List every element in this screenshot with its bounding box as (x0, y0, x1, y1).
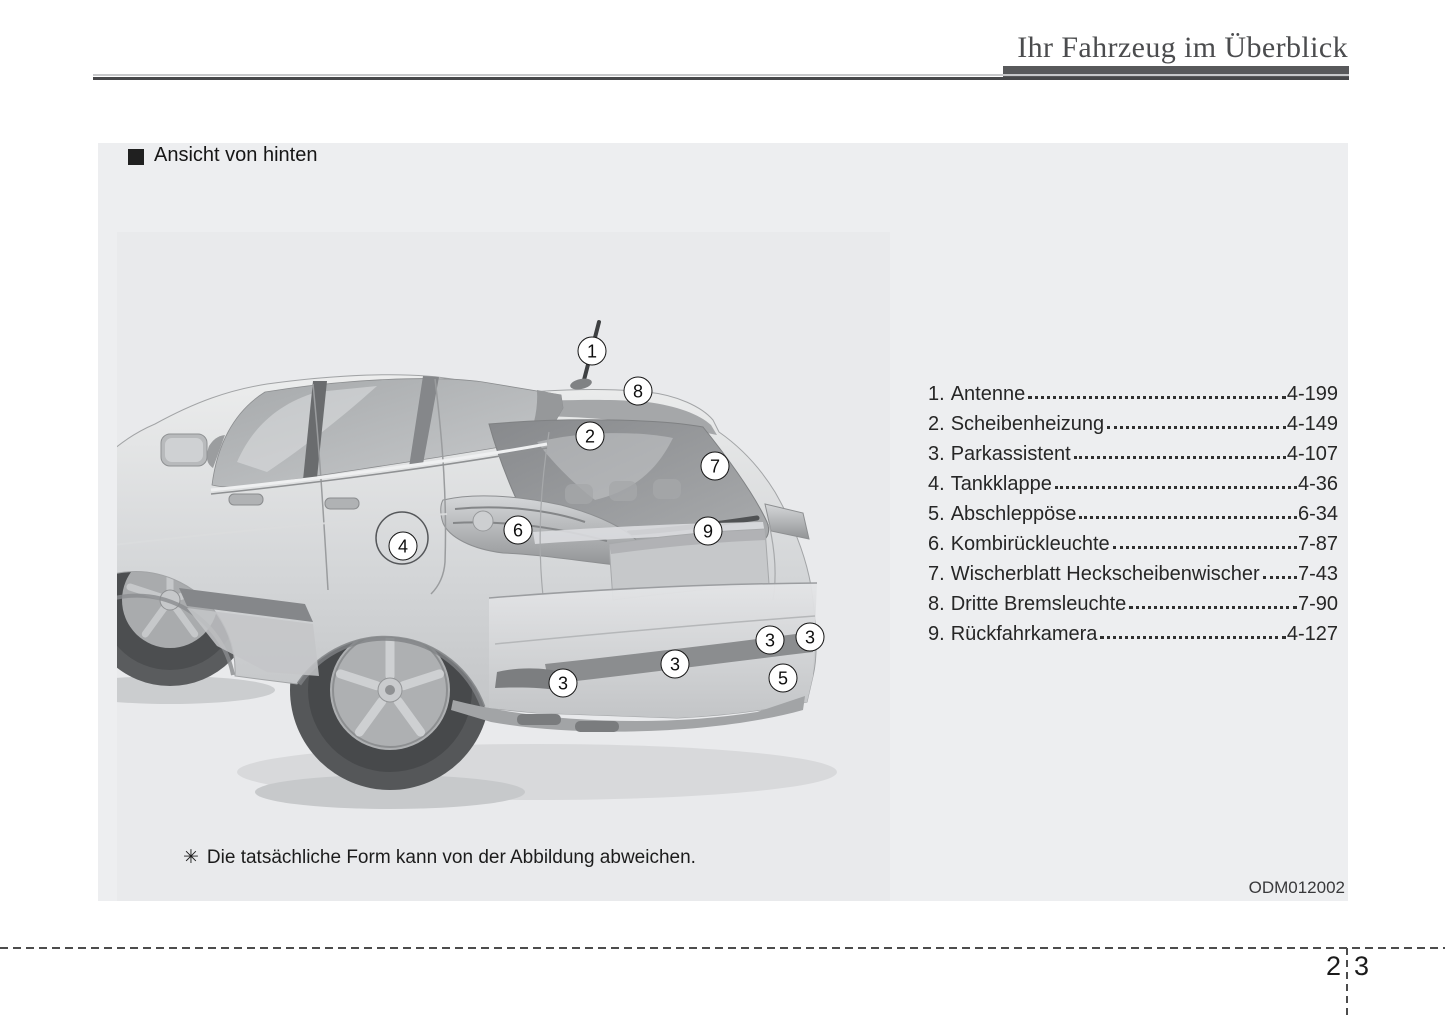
section-label-text: Ansicht von hinten (154, 144, 318, 166)
callout-3: 3 (549, 669, 578, 698)
parts-list-item (928, 437, 1338, 467)
parts-list-item-number: 2. (928, 413, 945, 435)
figure-note (183, 846, 696, 869)
callout-3: 3 (661, 650, 690, 679)
parts-list-item-number: 5. (928, 503, 945, 525)
dot-leader (1100, 636, 1285, 639)
parts-list-item-page-ref: 7-87 (1297, 533, 1338, 555)
dot-leader (1079, 516, 1297, 519)
parts-list-item (928, 407, 1338, 437)
parts-list-item (928, 467, 1338, 497)
parts-list-item-label: Wischerblatt Heckscheibenwischer (950, 563, 1260, 585)
parts-list-item (928, 617, 1338, 647)
callout-1: 1 (578, 337, 607, 366)
parts-list-item-page-ref: 4-107 (1286, 443, 1338, 465)
figure-image-code: ODM012002 (1248, 878, 1345, 897)
parts-list-item-number: 7. (928, 563, 945, 585)
callout-5: 5 (769, 664, 798, 693)
header-hairline (93, 74, 1349, 76)
dot-leader (1113, 546, 1297, 549)
parts-list-item-page-ref: 4-127 (1286, 623, 1338, 645)
parts-list-item (928, 587, 1338, 617)
parts-list-item-label: Tankklappe (950, 473, 1052, 495)
footer-chapter-number: 2 (1325, 951, 1341, 981)
parts-list-item-label: Antenne (950, 383, 1026, 405)
callout-8: 8 (624, 377, 653, 406)
vehicle-photo-area (117, 232, 890, 901)
dot-leader (1055, 486, 1297, 489)
parts-list-item-number: 4. (928, 473, 945, 495)
car-illustration (117, 232, 890, 901)
parts-list-item-label: Dritte Bremsleuchte (950, 593, 1127, 615)
dot-leader (1263, 576, 1297, 579)
parts-list-item (928, 377, 1338, 407)
parts-list-item-page-ref: 7-43 (1297, 563, 1338, 585)
parts-list (928, 377, 1338, 647)
figure-panel (98, 143, 1348, 901)
dot-leader (1074, 456, 1286, 459)
parts-list-item-page-ref: 6-34 (1297, 503, 1338, 525)
parts-list-item-number: 6. (928, 533, 945, 555)
figure-note-text: Die tatsächliche Form kann von der Abbildung abweichen. (206, 847, 696, 868)
parts-list-item-number: 8. (928, 593, 945, 615)
parts-list-item-label: Scheibenheizung (950, 413, 1105, 435)
parts-list-item (928, 497, 1338, 527)
parts-list-item-label: Kombirückleuchte (950, 533, 1110, 555)
parts-list-item-page-ref: 7-90 (1297, 593, 1338, 615)
parts-list-item-number: 1. (928, 383, 945, 405)
callout-7: 7 (701, 452, 730, 481)
parts-list-item-label: Parkassistent (950, 443, 1071, 465)
parts-list-item-label: Abschleppöse (950, 503, 1077, 525)
footer-page-number: 3 (1354, 951, 1370, 981)
callout-9: 9 (694, 517, 723, 546)
parts-list-item-label: Rückfahrkamera (950, 623, 1098, 645)
parts-list-item-page-ref: 4-149 (1286, 413, 1338, 435)
asterisk-note-icon: ✳ (183, 847, 199, 868)
section-label (128, 144, 317, 167)
dot-leader (1129, 606, 1297, 609)
page-header-title: Ihr Fahrzeug im Überblick (1017, 31, 1348, 64)
door-handle-front (229, 494, 263, 505)
callout-2: 2 (576, 422, 605, 451)
parts-list-item-number: 9. (928, 623, 945, 645)
header-rule (93, 77, 1349, 80)
parts-list-item-page-ref: 4-36 (1297, 473, 1338, 495)
callout-3: 3 (756, 626, 785, 655)
dot-leader (1107, 426, 1286, 429)
callout-6: 6 (504, 516, 533, 545)
callout-4: 4 (389, 532, 418, 561)
square-bullet-icon (128, 149, 144, 165)
dot-leader (1028, 396, 1286, 399)
callout-3: 3 (796, 623, 825, 652)
parts-list-item (928, 557, 1338, 587)
parts-list-item-number: 3. (928, 443, 945, 465)
footer-dashed-rule (0, 947, 1445, 949)
parts-list-item-page-ref: 4-199 (1286, 383, 1338, 405)
footer-dashed-divider (1346, 948, 1348, 1019)
rear-bumper (451, 583, 817, 732)
parts-list-item (928, 527, 1338, 557)
door-handle-rear (325, 498, 359, 509)
